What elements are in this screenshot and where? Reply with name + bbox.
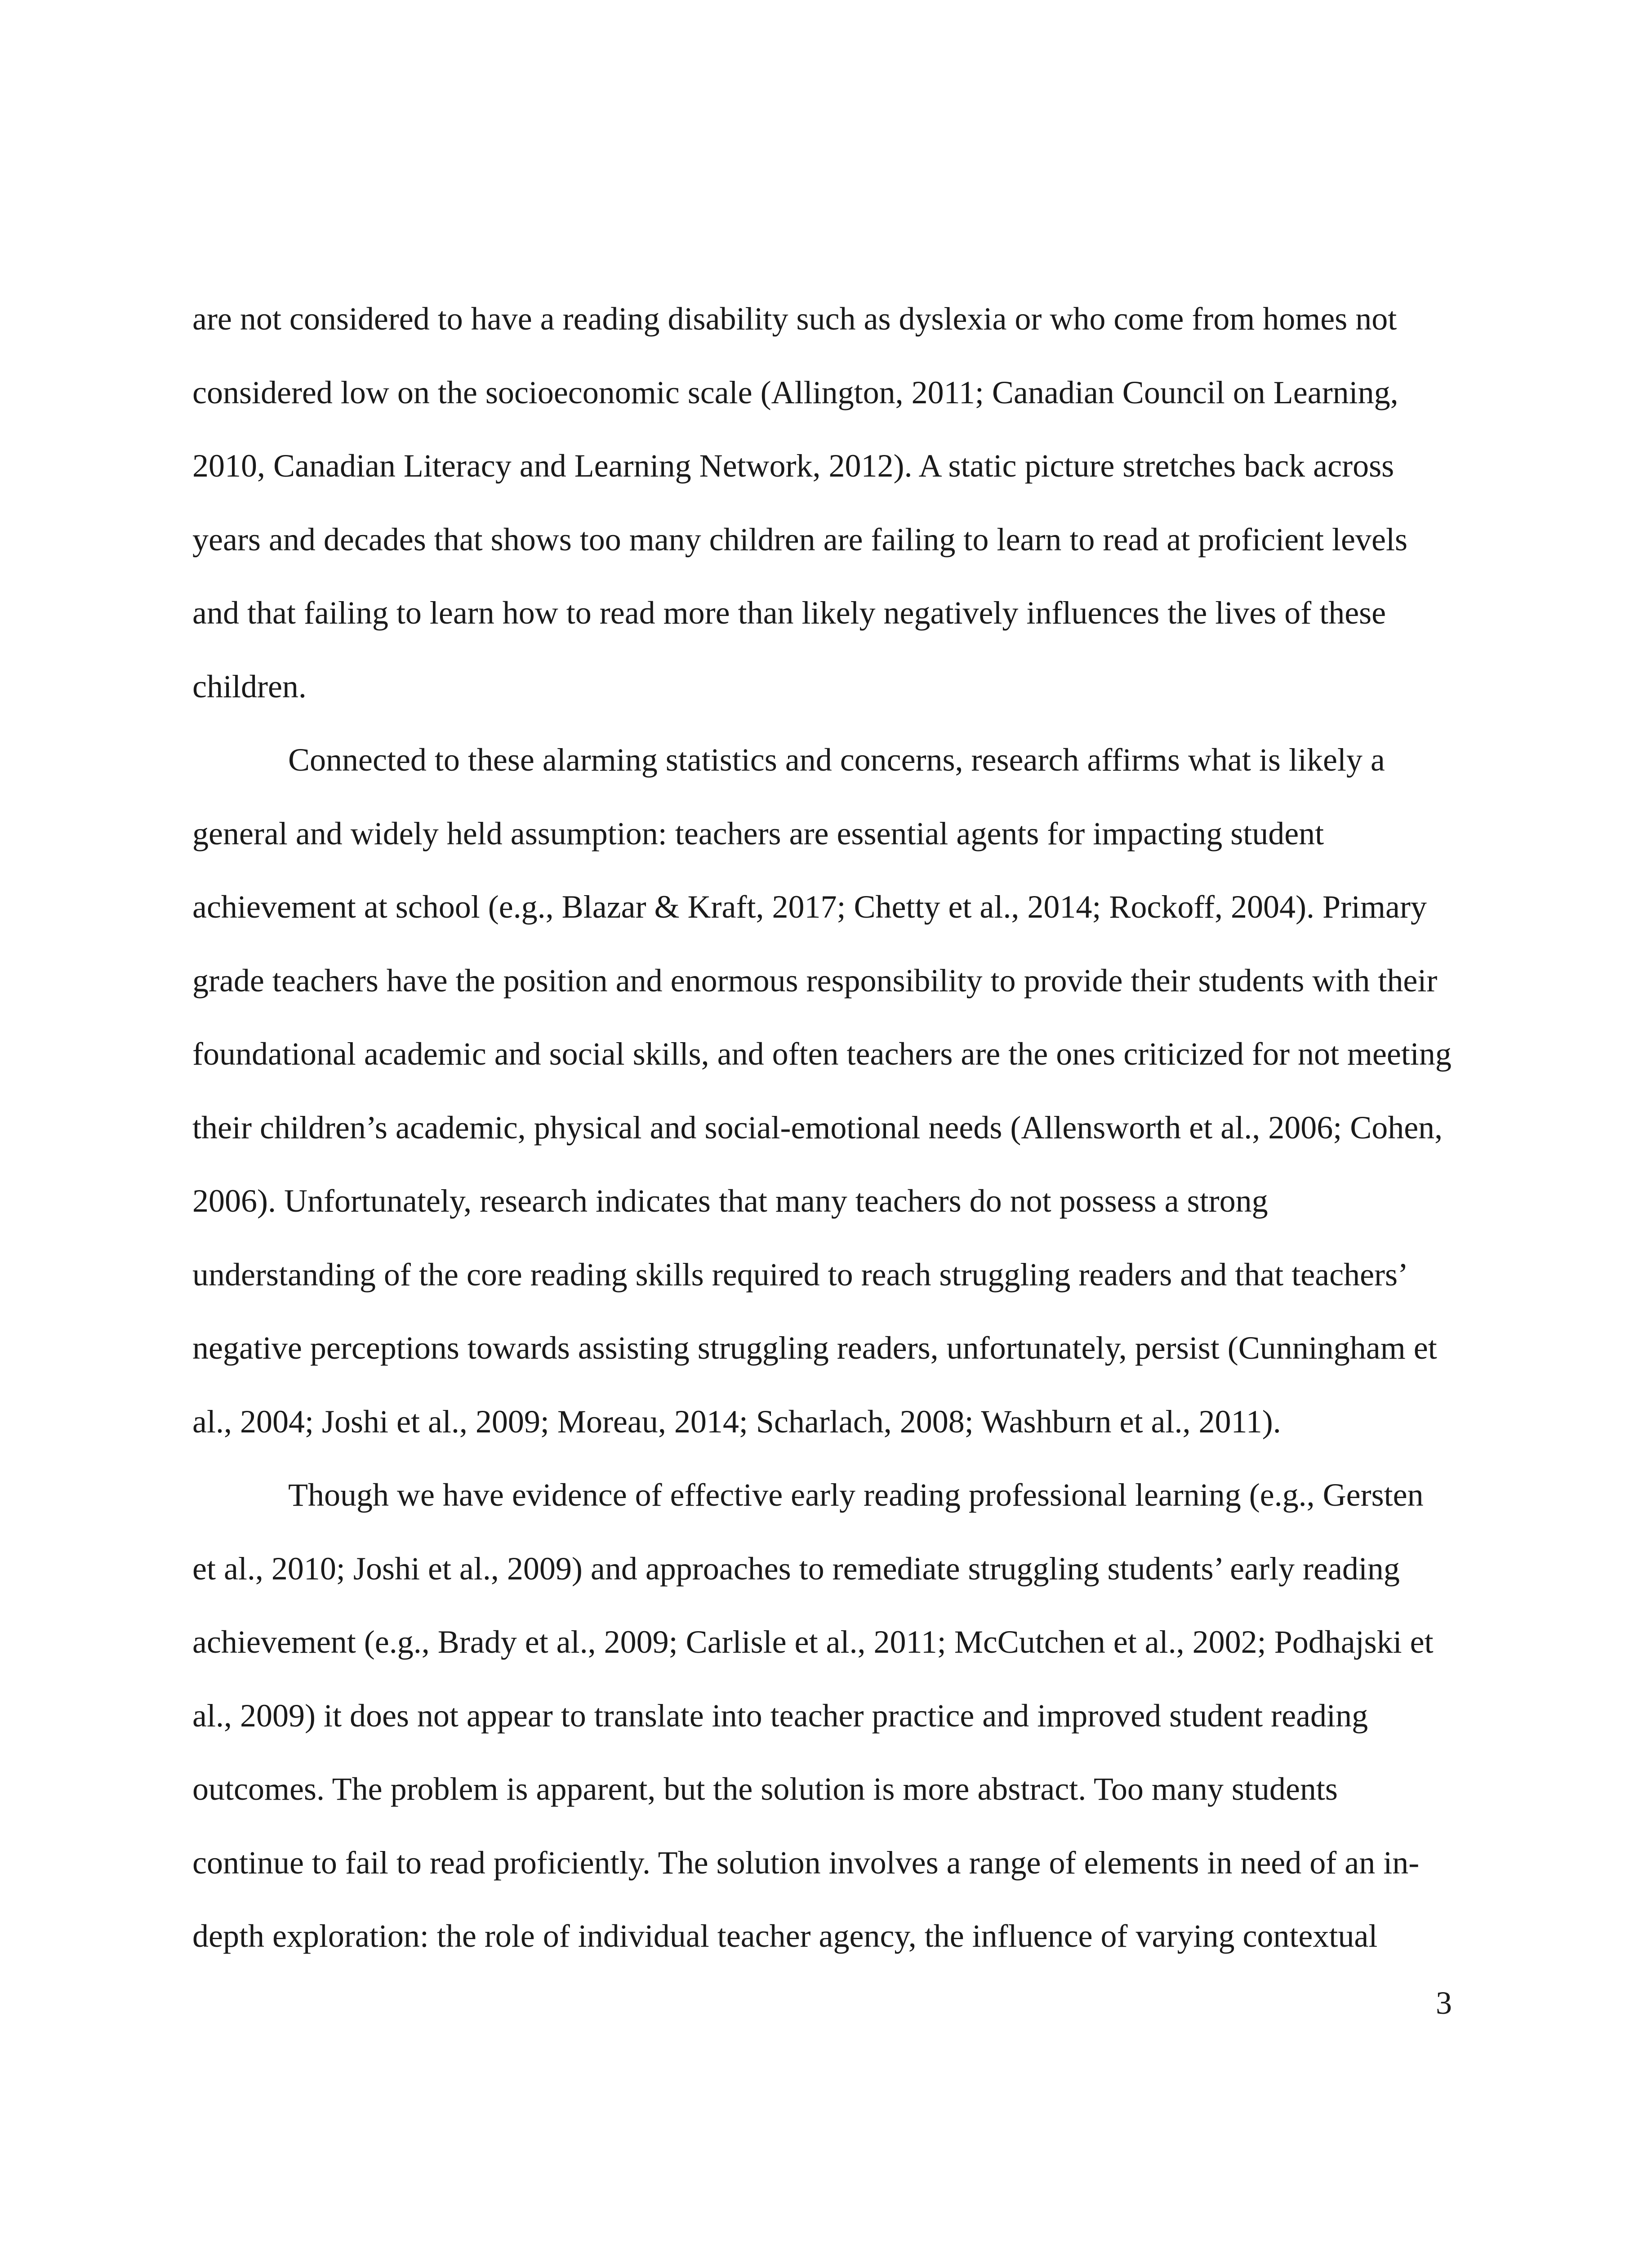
text-line: 2006). Unfortunately, research indicates that many teachers do not possess a strong xyxy=(192,1183,1268,1219)
text-line: and that failing to learn how to read more than likely negatively influences the lives of these xyxy=(192,595,1386,631)
text-line: achievement (e.g., Brady et al., 2009; Carlisle et al., 2011; McCutchen et al., 2002; Podhajski et xyxy=(192,1624,1434,1660)
text-line: 2010, Canadian Literacy and Learning Network, 2012). A static picture stretches back across xyxy=(192,448,1394,484)
text-line: al., 2004; Joshi et al., 2009; Moreau, 2014; Scharlach, 2008; Washburn et al., 2011). xyxy=(192,1403,1281,1440)
text-line: their children’s academic, physical and social-emotional needs (Allensworth et al., 2006; Cohen, xyxy=(192,1109,1443,1146)
text-line: achievement at school (e.g., Blazar & Kraft, 2017; Chetty et al., 2014; Rockoff, 2004). Primary xyxy=(192,889,1427,925)
text-line: considered low on the socioeconomic scale (Allington, 2011; Canadian Council on Learning, xyxy=(192,374,1398,410)
text-line: outcomes. The problem is apparent, but the solution is more abstract. Too many students xyxy=(192,1771,1338,1807)
text-line: years and decades that shows too many children are failing to learn to read at proficient levels xyxy=(192,521,1407,558)
text-line: negative perceptions towards assisting struggling readers, unfortunately, persist (Cunningham et xyxy=(192,1330,1437,1366)
text-line: grade teachers have the position and enormous responsibility to provide their students with their xyxy=(192,962,1438,999)
text-line: depth exploration: the role of individual teacher agency, the influence of varying contextual xyxy=(192,1918,1378,1954)
body-text xyxy=(192,282,1451,1973)
text-line: al., 2009) it does not appear to translate into teacher practice and improved student reading xyxy=(192,1697,1368,1734)
page-number: 3 xyxy=(1436,1985,1452,2021)
text-line: children. xyxy=(192,668,307,705)
text-line: continue to fail to read proficiently. The solution involves a range of elements in need of an in- xyxy=(192,1844,1420,1881)
text-line: general and widely held assumption: teachers are essential agents for impacting student xyxy=(192,815,1324,852)
text-line: et al., 2010; Joshi et al., 2009) and approaches to remediate struggling students’ early reading xyxy=(192,1550,1400,1587)
text-line: are not considered to have a reading disability such as dyslexia or who come from homes not xyxy=(192,301,1397,337)
paragraph-first-line: Though we have evidence of effective early reading professional learning (e.g., Gersten xyxy=(288,1477,1424,1513)
paragraph-first-line: Connected to these alarming statistics and concerns, research affirms what is likely a xyxy=(288,742,1385,778)
text-line: understanding of the core reading skills required to reach struggling readers and that teachers’ xyxy=(192,1256,1408,1293)
text-line: foundational academic and social skills, and often teachers are the ones criticized for not meeting xyxy=(192,1036,1452,1072)
